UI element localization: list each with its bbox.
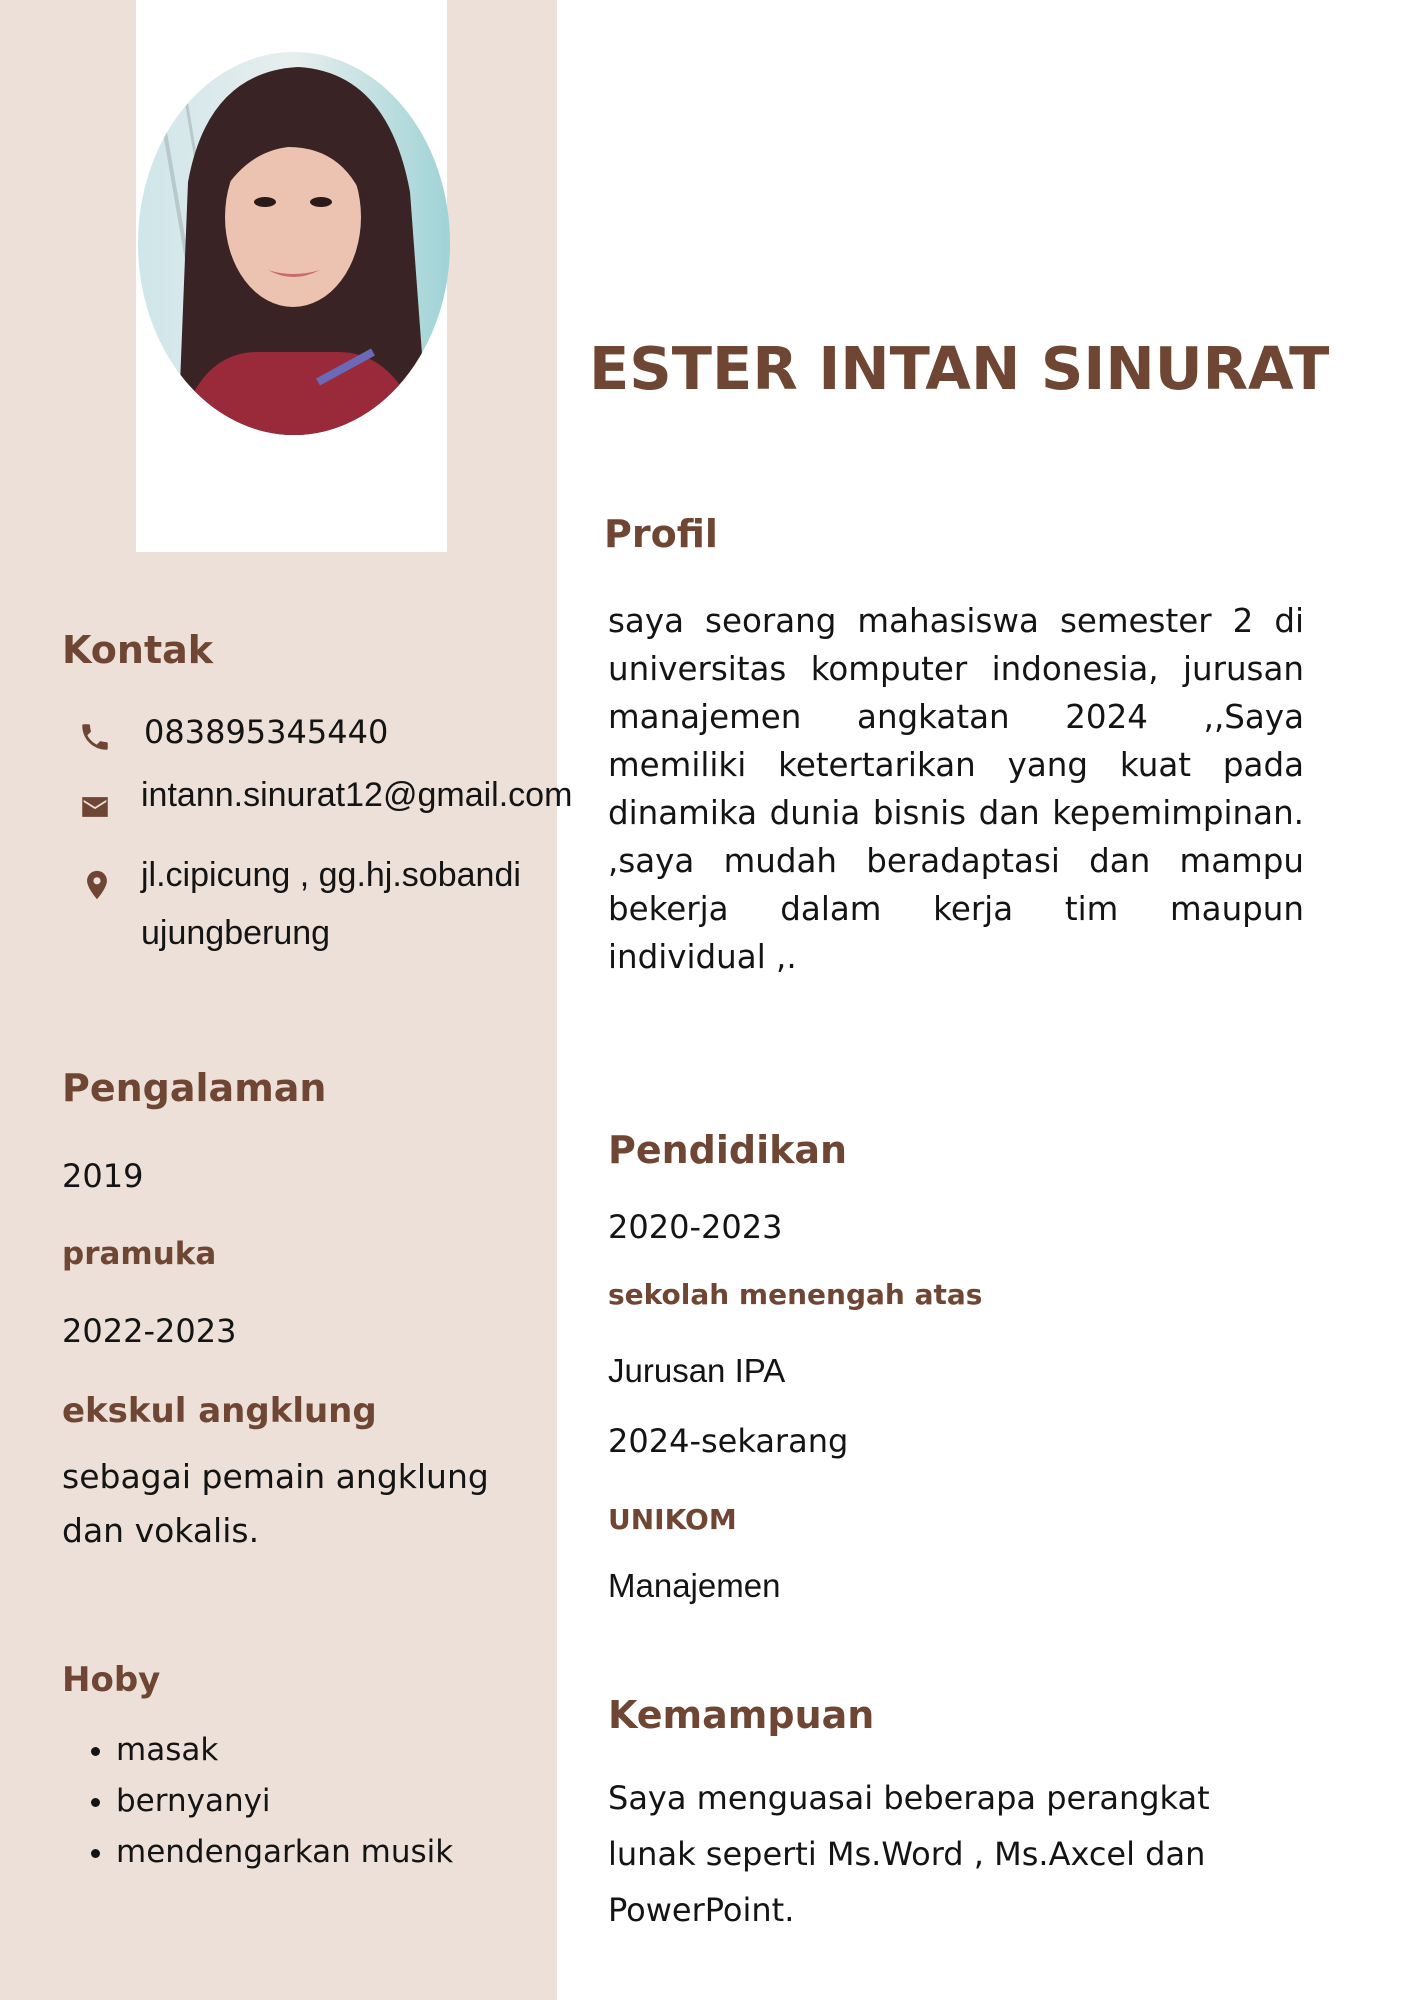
education-period: 2020-2023 [608,1208,783,1246]
hobby-heading: Hoby [62,1660,161,1700]
experience-year: 2022-2023 [62,1312,237,1350]
location-pin-icon [80,868,114,902]
profile-text: saya seorang mahasiswa semester 2 di universitas komputer indonesia, jurusan manajemen angkatan 2024 ,,Saya memiliki ketertarikan yang kuat pada dinamika dunia bisnis dan kepemimpinan. ,saya mudah beradaptasi dan mampu bekerja dalam kerja tim maupun individual ,. [608,602,1304,976]
profile-heading: Profil [604,512,718,556]
experience-heading: Pengalaman [62,1066,327,1110]
skills-text: Saya menguasai beberapa perangkat lunak seperti Ms.Word , Ms.Axcel dan PowerPoint. [608,1779,1210,1929]
education-heading: Pendidikan [608,1128,848,1172]
experience-title: pramuka [62,1236,217,1272]
list-item: • mendengarkan musik [116,1827,453,1878]
list-item: • bernyanyi [116,1776,453,1827]
experience-year: 2019 [62,1157,144,1195]
experience-title: ekskul angklung [62,1391,377,1431]
address-line-2: ujungberung [141,914,331,952]
candidate-name: ESTER INTAN SINURAT [589,334,1330,403]
list-item: • masak [116,1725,453,1776]
contact-heading: Kontak [62,628,214,672]
education-period: 2024-sekarang [608,1422,849,1460]
phone-number[interactable]: 083895345440 [144,713,389,751]
email-icon [78,790,112,824]
phone-icon [78,720,112,754]
experience-description: sebagai pemain angklung dan vokalis. [62,1457,489,1550]
education-major: Manajemen [608,1567,781,1604]
education-school: UNIKOM [608,1503,737,1536]
hobby-list [64,1725,453,1878]
address-line-1: jl.cipicung , gg.hj.sobandi [141,856,521,894]
education-school: sekolah menengah atas [608,1278,983,1311]
email-address[interactable]: intann.sinurat12@gmail.com [141,776,573,814]
skills-heading: Kemampuan [608,1693,875,1737]
education-major: Jurusan IPA [608,1352,786,1389]
profile-photo [138,52,450,435]
